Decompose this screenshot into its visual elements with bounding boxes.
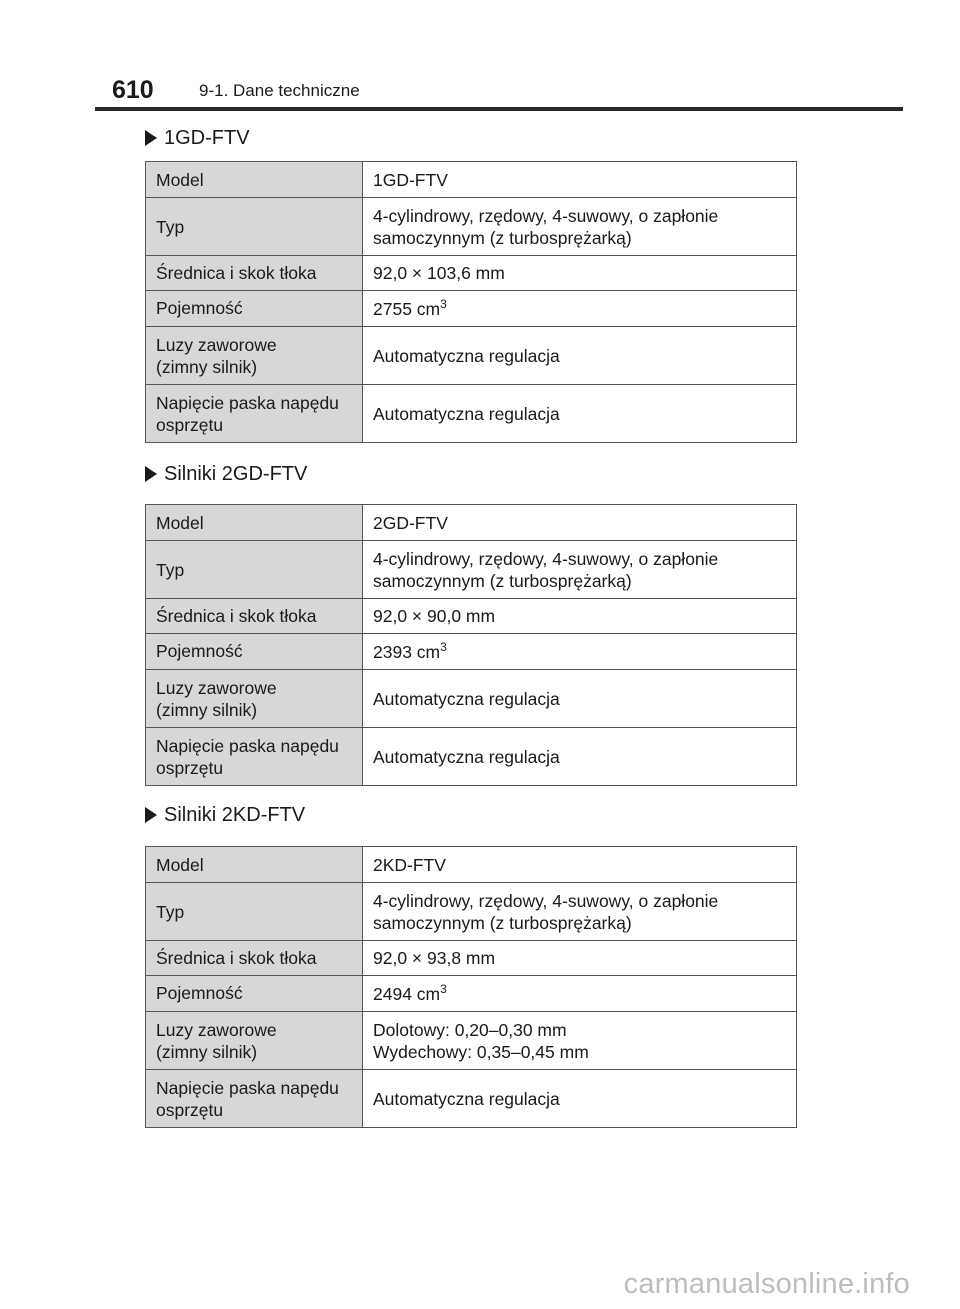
- table-row: [146, 1012, 797, 1070]
- spec-table: [145, 161, 797, 443]
- triangle-bullet-icon: [145, 466, 157, 482]
- row-label: [146, 385, 363, 443]
- row-label-line: osprzętu: [156, 757, 224, 778]
- row-value: Automatyczna regulacja: [363, 1070, 797, 1128]
- row-value: 2KD-FTV: [363, 847, 797, 883]
- row-value: [363, 541, 797, 599]
- table-row: [146, 728, 797, 786]
- section-title-text: 1GD-FTV: [164, 127, 250, 149]
- section-title-text: Silniki 2KD-FTV: [164, 804, 306, 826]
- section-2kd-ftv: [145, 800, 797, 1128]
- table-row: [146, 670, 797, 728]
- superscript: 3: [440, 296, 447, 311]
- row-label-line: Luzy zaworowe: [156, 334, 277, 355]
- row-label: [146, 1012, 363, 1070]
- row-label: Typ: [146, 541, 363, 599]
- capacity-value: 2393 cm: [373, 641, 441, 662]
- table-row: [146, 541, 797, 599]
- row-label-line: osprzętu: [156, 1099, 224, 1120]
- row-label-line: osprzętu: [156, 414, 224, 435]
- row-label-line: (zimny silnik): [156, 699, 258, 720]
- row-value: 1GD-FTV: [363, 162, 797, 198]
- watermark: carmanualsonline.info: [623, 1268, 910, 1300]
- superscript: 3: [440, 639, 447, 654]
- row-value: Automatyczna regulacja: [363, 670, 797, 728]
- table-row: [146, 976, 797, 1012]
- row-value: Automatyczna regulacja: [363, 728, 797, 786]
- section-title-text: Silniki 2GD-FTV: [164, 463, 308, 485]
- row-label: Pojemność: [146, 291, 363, 327]
- header-rule: [95, 107, 903, 111]
- row-value: 92,0 × 93,8 mm: [363, 941, 797, 976]
- row-label-line: Luzy zaworowe: [156, 1019, 277, 1040]
- row-label: Średnica i skok tłoka: [146, 599, 363, 634]
- table-row: [146, 599, 797, 634]
- row-label: [146, 670, 363, 728]
- row-value: [363, 883, 797, 941]
- row-label: Typ: [146, 198, 363, 256]
- row-value-line: Dolotowy: 0,20–0,30 mm: [373, 1019, 567, 1040]
- table-row: [146, 256, 797, 291]
- table-row: [146, 847, 797, 883]
- table-row: [146, 162, 797, 198]
- row-value: [363, 291, 797, 327]
- row-value-line: samoczynnym (z turbosprężarką): [373, 912, 632, 933]
- row-value-line: 4-cylindrowy, rzędowy, 4-suwowy, o zapłonie: [373, 205, 719, 226]
- spec-table: [145, 846, 797, 1128]
- section-title: [145, 800, 797, 830]
- section-title: [145, 123, 797, 153]
- row-value-line: samoczynnym (z turbosprężarką): [373, 570, 632, 591]
- section-title: [145, 459, 797, 489]
- row-label: Średnica i skok tłoka: [146, 256, 363, 291]
- row-label: Model: [146, 162, 363, 198]
- row-label-line: (zimny silnik): [156, 356, 258, 377]
- row-label: Typ: [146, 883, 363, 941]
- row-value-line: 4-cylindrowy, rzędowy, 4-suwowy, o zapłonie: [373, 548, 719, 569]
- superscript: 3: [440, 981, 447, 996]
- table-row: [146, 883, 797, 941]
- row-label: Pojemność: [146, 634, 363, 670]
- table-row: [146, 1070, 797, 1128]
- row-value: Automatyczna regulacja: [363, 385, 797, 443]
- table-row: [146, 327, 797, 385]
- row-label: Średnica i skok tłoka: [146, 941, 363, 976]
- row-value-line: Wydechowy: 0,35–0,45 mm: [373, 1041, 589, 1062]
- triangle-bullet-icon: [145, 130, 157, 146]
- row-label: Model: [146, 847, 363, 883]
- capacity-value: 2494 cm: [373, 983, 441, 1004]
- table-row: [146, 385, 797, 443]
- row-value: [363, 198, 797, 256]
- row-label-line: (zimny silnik): [156, 1041, 258, 1062]
- row-value: 92,0 × 103,6 mm: [363, 256, 797, 291]
- table-row: [146, 291, 797, 327]
- row-label: [146, 1070, 363, 1128]
- row-label: [146, 327, 363, 385]
- row-label-line: Napięcie paska napędu: [156, 1077, 339, 1098]
- table-row: [146, 198, 797, 256]
- row-label-line: Napięcie paska napędu: [156, 735, 339, 756]
- section-2gd-ftv: [145, 459, 797, 786]
- row-label-line: Luzy zaworowe: [156, 677, 277, 698]
- chapter-title: 9-1. Dane techniczne: [199, 81, 360, 100]
- row-value: [363, 634, 797, 670]
- triangle-bullet-icon: [145, 807, 157, 823]
- row-value: Automatyczna regulacja: [363, 327, 797, 385]
- table-row: [146, 505, 797, 541]
- page-number: 610: [112, 76, 154, 104]
- row-value: 92,0 × 90,0 mm: [363, 599, 797, 634]
- spec-table: [145, 504, 797, 786]
- row-label: Model: [146, 505, 363, 541]
- row-label: Pojemność: [146, 976, 363, 1012]
- row-label: [146, 728, 363, 786]
- table-row: [146, 941, 797, 976]
- row-value-line: samoczynnym (z turbosprężarką): [373, 227, 632, 248]
- table-row: [146, 634, 797, 670]
- row-value: [363, 976, 797, 1012]
- row-value: [363, 1012, 797, 1070]
- row-value: 2GD-FTV: [363, 505, 797, 541]
- capacity-value: 2755 cm: [373, 298, 441, 319]
- row-value-line: 4-cylindrowy, rzędowy, 4-suwowy, o zapłonie: [373, 890, 719, 911]
- page-header: [0, 0, 960, 112]
- section-1gd-ftv: [145, 123, 797, 443]
- row-label-line: Napięcie paska napędu: [156, 392, 339, 413]
